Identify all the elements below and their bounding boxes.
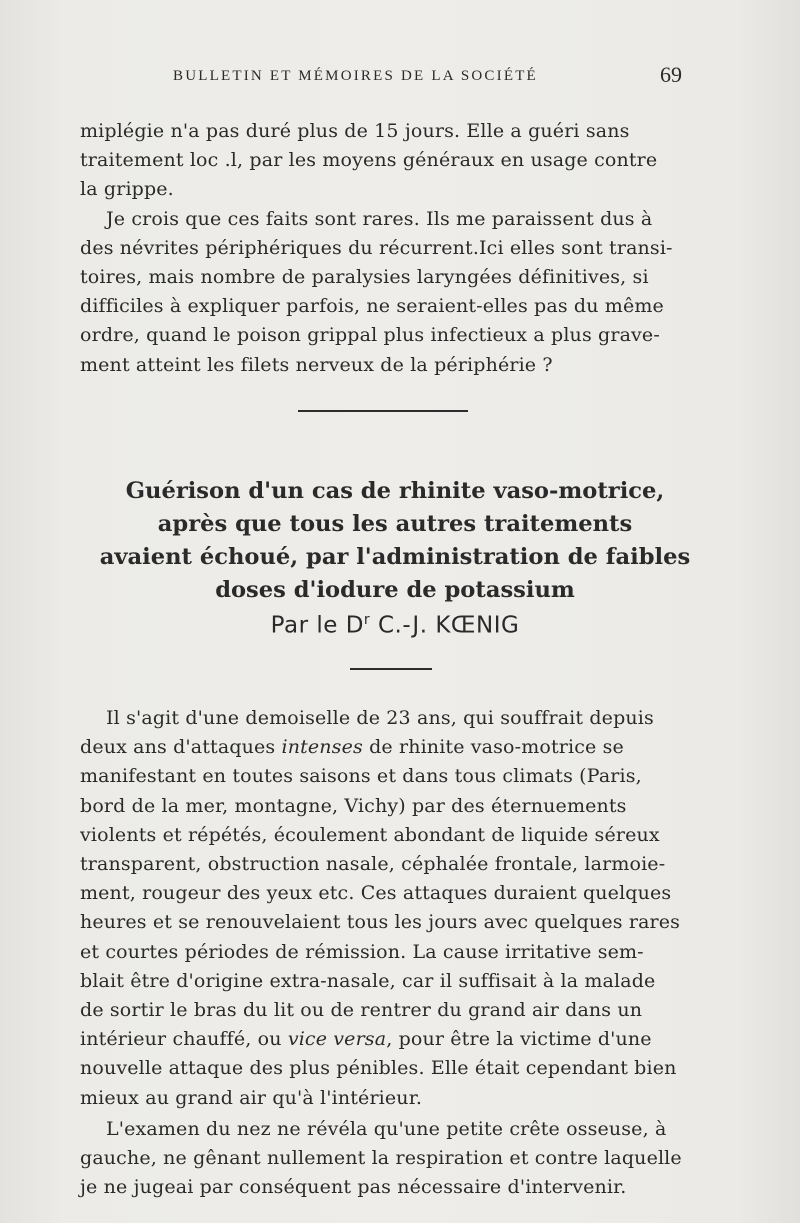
text-line: manifestant en toutes saisons et dans tous climats (Paris, <box>80 765 642 788</box>
title-line: doses d'iodure de potassium <box>215 577 575 603</box>
text-line: ment atteint les filets nerveux de la périphérie ? <box>80 353 553 376</box>
text-line: des névrites périphériques du récurrent.Ici elles sont transi- <box>80 236 673 259</box>
title-underline-rule <box>350 668 432 670</box>
paragraph <box>80 205 692 380</box>
emphasis: vice versa <box>287 1028 387 1051</box>
text-line: traitement loc .l, par les moyens généraux en usage contre <box>80 149 658 172</box>
page-number: 69 <box>660 62 682 87</box>
emphasis: intenses <box>281 736 363 759</box>
text-line: violents et répétés, écoulement abondant de liquide séreux <box>80 823 660 846</box>
paragraph <box>80 117 692 205</box>
text-line: ment, rougeur des yeux etc. Ces attaques duraient quelques <box>80 882 672 905</box>
text-line: L'examen du nez ne révéla qu'une petite crête osseuse, à <box>106 1117 667 1140</box>
text-line: miplégie n'a pas duré plus de 15 jours. Elle a guéri sans <box>80 120 630 142</box>
text-line: heures et se renouvelaient tous les jours avec quelques rares <box>80 911 681 934</box>
article-byline <box>0 612 790 639</box>
text-line: Il s'agit d'une demoiselle de 23 ans, qui souffrait depuis <box>106 707 654 729</box>
article-body <box>80 704 692 1202</box>
text-line: gauche, ne gênant nullement la respiration et contre laquelle <box>80 1147 682 1170</box>
text-line: toires, mais nombre de paralysies laryngées définitives, si <box>80 266 649 289</box>
title-line: après que tous les autres traitements <box>157 511 633 537</box>
title-line: avaient échoué, par l'administration de faibles <box>99 544 691 570</box>
byline-prefix: Par le D <box>270 612 364 639</box>
text-line: transparent, obstruction nasale, céphalée frontale, larmoie- <box>80 853 666 876</box>
continuation-text <box>80 117 692 380</box>
text-line: intérieur chauffé, ou vice versa, pour être la victime d'une <box>80 1028 652 1051</box>
section-divider-rule <box>298 410 468 412</box>
byline-author: C.-J. KŒNIG <box>370 612 520 639</box>
article-title <box>90 475 700 607</box>
text-line: bord de la mer, montagne, Vichy) par des éternuements <box>80 794 627 817</box>
text-line: difficiles à expliquer parfois, ne seraient-elles pas du même <box>80 295 664 318</box>
title-line: Guérison d'un cas de rhinite vaso-motrice, <box>125 478 665 504</box>
text-line: et courtes périodes de rémission. La cause irritative sem- <box>80 940 644 963</box>
paragraph <box>80 1115 692 1203</box>
running-head: BULLETIN ET MÉMOIRES DE LA SOCIÉTÉ <box>173 68 538 84</box>
page-header <box>0 62 800 92</box>
text-line: de sortir le bras du lit ou de rentrer du grand air dans un <box>80 999 643 1022</box>
text-line: nouvelle attaque des plus pénibles. Elle était cependant bien <box>80 1057 677 1080</box>
text-line: mieux au grand air qu'à l'intérieur. <box>80 1086 423 1109</box>
text-line: la grippe. <box>80 178 174 201</box>
text-line: deux ans d'attaques intenses de rhinite vaso-motrice se <box>80 736 624 759</box>
text-line: ordre, quand le poison grippal plus infectieux a plus grave- <box>80 324 660 347</box>
byline-superscript: r <box>363 612 371 628</box>
paragraph <box>80 704 692 1113</box>
text-line: Je crois que ces faits sont rares. Ils me paraissent dus à <box>106 207 653 230</box>
text-line: blait être d'origine extra-nasale, car il suffisait à la malade <box>80 969 656 992</box>
text-line: je ne jugeai par conséquent pas nécessaire d'intervenir. <box>80 1176 627 1199</box>
